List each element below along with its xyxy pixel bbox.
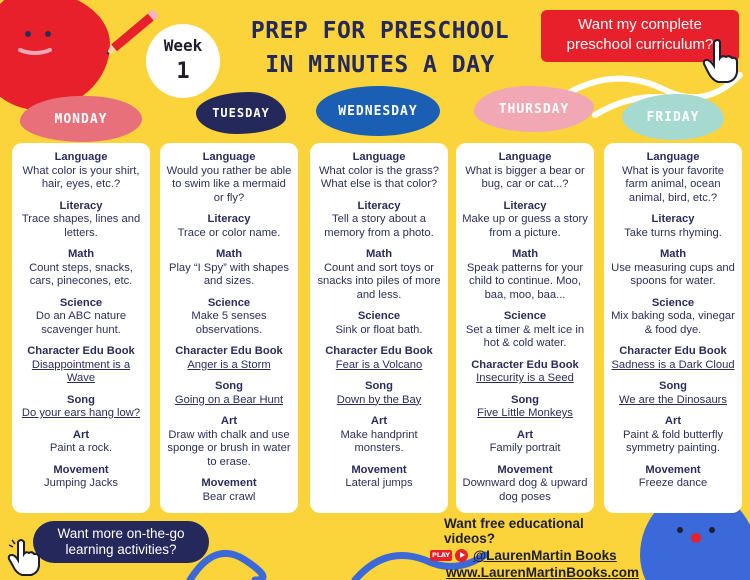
section-science [462,310,588,351]
section-science [166,297,292,338]
section-heading: Movement [645,463,701,476]
section-text: Count steps, snacks, cars, pinecones, etc. [29,261,133,287]
section-language [316,151,442,192]
section-heading: Song [659,380,687,392]
section-text: What color is the grass? What else is that color? [318,164,439,190]
section-text: Set a timer & melt ice in hot & cold water. [465,323,585,349]
section-text: Jumping Jacks [44,477,118,489]
section-literacy [610,213,736,240]
section-art [462,429,588,456]
song-link[interactable]: Five Little Monkeys [477,407,573,419]
pointing-hand-icon [700,38,742,84]
section-song [610,380,736,407]
section-song [316,380,442,407]
section-text: Speak patterns for your child to continue. Moo, baa, moo, baa... [466,261,584,301]
section-heading: Language [202,151,256,163]
section-text: Do an ABC nature scavenger hunt. [35,310,127,336]
section-art [166,415,292,469]
section-heading: Language [646,151,700,163]
section-text: Play “I Spy” with shapes and sizes. [168,261,289,287]
wednesday-column [310,143,448,513]
section-text: Tell a story about a memory from a photo. [324,213,434,239]
book-link[interactable]: Sadness is a Dark Cloud [611,358,735,371]
section-text: Freeze dance [638,477,708,489]
section-text: Use measuring cups and spoons for water. [611,261,735,287]
section-text: What is your favorite farm animal, ocean animal, bird, etc.? [622,164,724,204]
section-text: What color is your shirt, hair, eyes, etc.? [22,164,140,190]
book-link[interactable]: Anger is a Storm [187,358,271,371]
section-text: Family portrait [489,442,561,454]
section-heading: Character Edu Book [325,345,433,357]
section-heading: Science [207,296,251,309]
promo-line-2: preschool curriculum? [566,36,714,53]
thursday-column [456,143,594,513]
section-text: Draw with chalk and use sponge or brush in water to erase. [167,428,291,468]
title-line-2: IN MINUTES A DAY [265,52,495,78]
title-line-1: PREP FOR PRESCHOOL [250,18,510,44]
section-heading: Movement [497,463,553,476]
section-heading: Character Edu Book [175,345,283,357]
section-language [166,151,292,205]
videos-title: Want free educational videos? [444,516,584,546]
monday-column [12,143,150,513]
book-link[interactable]: Disappointment is a Wave [31,358,131,384]
tuesday-header[interactable] [196,92,286,134]
section-text: Make handprint monsters. [340,428,418,454]
section-movement [316,464,442,491]
section-heading: Language [498,151,552,163]
thursday-header[interactable] [474,86,594,132]
section-movement [610,464,736,491]
section-heading: Character Edu Book [27,345,135,357]
more-line-1: Want more on-the-go [57,526,185,541]
section-text: Paint & fold butterfly symmetry painting. [622,428,724,454]
section-text: Lateral jumps [345,477,413,489]
play-badge-icon: PLAY [431,551,451,559]
section-text: Make up or guess a story from a picture. [462,213,588,239]
smiley-face-icon [0,0,110,110]
week-number: 1 [176,59,190,84]
section-heading: Movement [351,463,407,476]
section-heading: Art [664,415,682,427]
section-text: Trace or color name. [177,226,281,239]
section-math [18,248,144,289]
section-character-book [18,345,144,386]
more-line-2: learning activities? [65,542,177,557]
section-science [18,297,144,338]
song-link[interactable]: Down by the Bay [336,393,422,406]
section-text: Make 5 senses observations. [191,310,267,336]
tuesday-label: TUESDAY [212,106,270,120]
section-heading: Literacy [357,199,401,212]
more-activities-button[interactable] [33,521,209,563]
section-heading: Song [67,393,95,406]
section-text: Downward dog & upward dog poses [462,477,588,503]
monday-label: MONDAY [54,111,108,127]
free-videos-block [430,516,640,580]
section-heading: Movement [201,477,257,489]
section-text: Bear crawl [202,490,256,503]
section-language [18,151,144,192]
section-heading: Science [503,310,547,322]
section-heading: Language [352,151,406,163]
section-heading: Character Edu Book [471,358,579,371]
section-heading: Math [215,248,243,260]
section-song [462,394,588,421]
section-text: Would you rather be able to swim like a mermaid or fly? [166,164,292,204]
youtube-row [430,548,630,563]
section-literacy [316,200,442,241]
section-heading: Math [659,248,687,260]
monday-header[interactable] [20,96,142,142]
section-song [18,394,144,421]
section-language [610,151,736,205]
tuesday-column [160,143,298,513]
red-blob-decoration [0,0,110,110]
section-heading: Song [215,380,243,392]
section-literacy [462,200,588,241]
section-text: Count and sort toys or snacks into piles of more and less. [317,261,441,301]
section-heading: Song [511,393,539,406]
section-heading: Literacy [503,199,547,212]
section-heading: Math [511,248,539,260]
song-link[interactable]: Going on a Bear Hunt [174,393,284,406]
section-art [18,429,144,456]
song-link[interactable]: Do your ears hang low? [21,407,141,419]
section-character-book [462,359,588,386]
section-text: Paint a rock. [49,442,113,454]
section-heading: Literacy [207,213,251,225]
week-badge [146,24,220,98]
section-art [610,415,736,456]
section-literacy [166,213,292,240]
section-math [316,248,442,302]
section-text: Trace shapes, lines and letters. [21,213,141,239]
promo-line-1: Want my complete [578,16,702,33]
section-heading: Language [54,151,108,163]
website-link[interactable]: www.LaurenMartinBooks.com [446,565,640,580]
book-link[interactable]: Fear is a Volcano [335,358,423,371]
page-title [230,14,530,82]
youtube-handle-link[interactable]: @LaurenMartin Books [473,548,617,563]
friday-label: FRIDAY [646,109,700,125]
section-heading: Math [67,248,95,260]
friday-column [604,143,742,513]
week-label: Week [163,36,203,55]
section-character-book [166,345,292,372]
section-art [316,415,442,456]
section-science [610,297,736,338]
section-movement [462,464,588,505]
section-science [316,310,442,337]
song-link[interactable]: We are the Dinosaurs [619,393,727,406]
section-math [462,248,588,302]
section-math [610,248,736,289]
section-literacy [18,200,144,241]
section-heading: Science [59,296,103,309]
friday-header[interactable] [622,94,724,140]
section-heading: Science [651,296,695,309]
section-heading: Art [220,415,238,427]
section-heading: Literacy [651,213,695,225]
book-link[interactable]: Insecurity is a Seed [476,372,574,384]
section-character-book [610,345,736,372]
tapping-hand-icon [6,536,44,576]
section-heading: Math [365,248,393,260]
section-movement [18,464,144,491]
youtube-play-icon [455,549,468,562]
section-text: Mix baking soda, vinegar & food dye. [611,310,735,336]
section-language [462,151,588,192]
section-heading: Art [72,428,90,441]
section-heading: Movement [53,463,109,476]
section-character-book [316,345,442,372]
section-movement [166,477,292,504]
section-heading: Art [516,428,534,441]
section-song [166,380,292,407]
wednesday-header[interactable] [316,86,440,136]
section-text: What is bigger a bear or bug, car or cat...? [465,164,585,190]
section-math [166,248,292,289]
thursday-label: THURSDAY [498,101,570,117]
section-heading: Literacy [59,199,103,212]
section-text: Take turns rhyming. [624,226,722,239]
section-heading: Character Edu Book [619,345,727,357]
section-heading: Song [365,380,393,392]
section-heading: Science [357,310,401,322]
section-text: Sink or float bath. [335,323,423,336]
wednesday-label: WEDNESDAY [338,103,418,119]
section-heading: Art [370,415,388,427]
